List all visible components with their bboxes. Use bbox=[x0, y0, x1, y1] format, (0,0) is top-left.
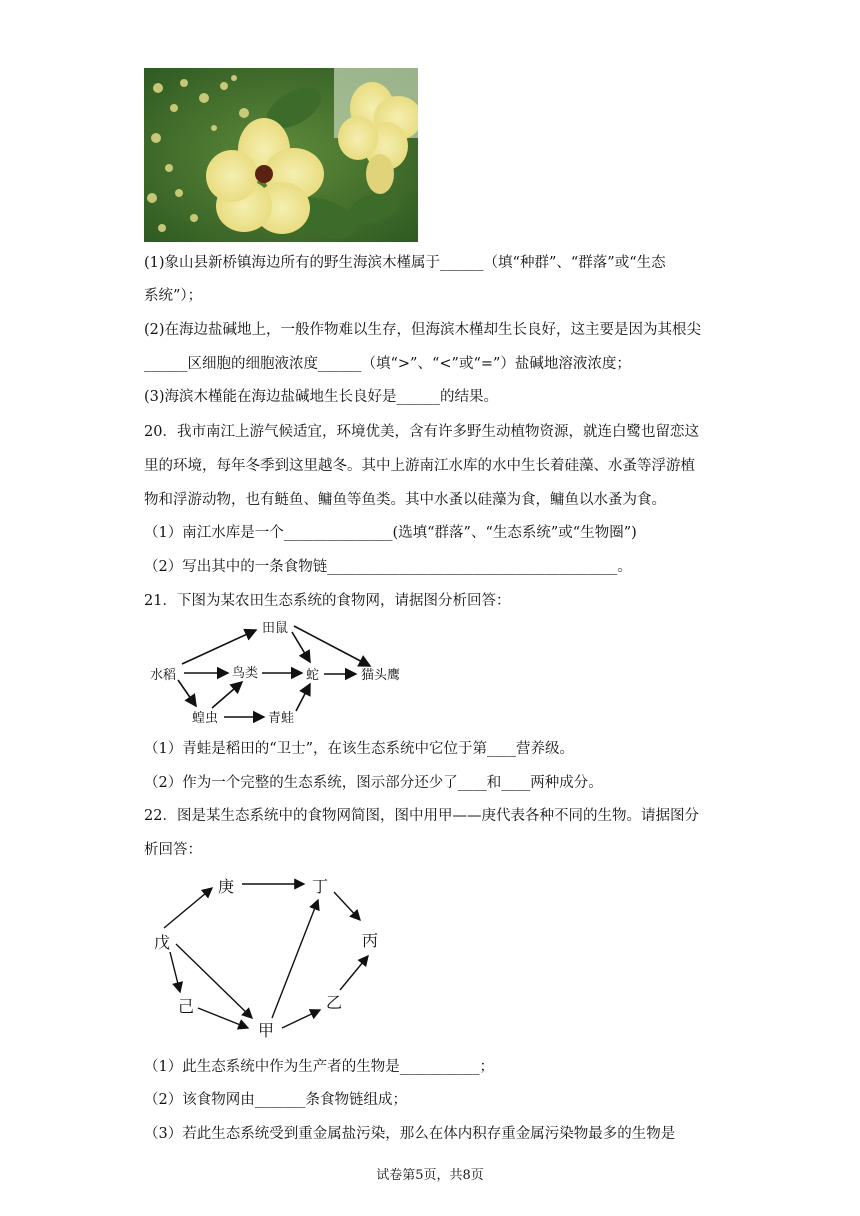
node-ding: 丁 bbox=[312, 877, 329, 896]
node-maotouying: 猫头鹰 bbox=[361, 668, 401, 683]
page-footer: 试卷第5页，共8页 bbox=[376, 1168, 484, 1183]
question-21-1: （1）青蛙是稻田的“卫士”，在该生态系统中它位于第____营养级。 bbox=[144, 741, 575, 757]
node-niaolei: 鸟类 bbox=[232, 666, 259, 681]
node-qingwa: 青蛙 bbox=[268, 711, 295, 726]
question-20-line1: 20．我市南江上游气候适宜，环境优美，含有许多野生动植物资源，就连白鹭也留恋这 bbox=[144, 424, 699, 440]
question-21-2: （2）作为一个完整的生态系统，图示部分还少了____和____两种成分。 bbox=[144, 775, 603, 791]
node-huangchong: 蝗虫 bbox=[192, 711, 219, 726]
question-22-line1: 22．图是某生态系统中的食物网简图，图中用甲——庚代表各种不同的生物。请据图分 bbox=[144, 808, 699, 824]
yellow-sea-hibiscus-flower-photo bbox=[144, 68, 418, 242]
ecosystem-food-web-diagram bbox=[144, 866, 394, 1038]
question-20-line3: 物和浮游动物，也有鲢鱼、鳙鱼等鱼类。其中水蚤以硅藻为食，鳙鱼以水蚤为食。 bbox=[144, 492, 666, 508]
question-22-2: （2）该食物网由_______条食物链组成； bbox=[144, 1092, 407, 1108]
question-22-line2: 析回答： bbox=[144, 842, 202, 858]
node-she: 蛇 bbox=[306, 668, 320, 683]
question-20-1: （1）南江水库是一个_______________(选填“群落”、“生态系统”或“生物圈”) bbox=[144, 525, 637, 541]
node-jia: 甲 bbox=[258, 1021, 275, 1038]
farmland-food-web-diagram bbox=[144, 616, 414, 728]
question-22-3: （3）若此生态系统受到重金属盐污染，那么在体内积存重金属污染物最多的生物是 bbox=[144, 1126, 676, 1142]
node-ji: 己 bbox=[178, 997, 195, 1016]
question-19-3: (3)海滨木槿能在海边盐碱地生长良好是______的结果。 bbox=[144, 389, 499, 405]
question-19-1-line2: 系统”）； bbox=[144, 288, 203, 304]
question-19-2-line2: ______区细胞的细胞液浓度______（填“>”、“<”或“=”）盐碱地溶液浓度； bbox=[144, 356, 631, 372]
node-geng: 庚 bbox=[218, 877, 235, 896]
question-22-1: （1）此生态系统中作为生产者的生物是___________； bbox=[144, 1059, 494, 1075]
node-yi: 乙 bbox=[326, 993, 343, 1012]
question-21-stem: 21．下图为某农田生态系统的食物网，请据图分析回答： bbox=[144, 593, 511, 609]
flower-photo bbox=[144, 68, 418, 242]
question-20-2: （2）写出其中的一条食物链________________________________________。 bbox=[144, 559, 632, 575]
node-tianshu: 田鼠 bbox=[262, 621, 289, 636]
question-19-1-line1: (1)象山县新桥镇海边所有的野生海滨木槿属于______（填“种群”、“群落”或“生态 bbox=[144, 255, 666, 271]
question-20-line2: 里的环境，每年冬季到这里越冬。其中上游南江水库的水中生长着硅藻、水蚤等浮游植 bbox=[144, 458, 695, 474]
node-wu: 戊 bbox=[154, 933, 171, 952]
node-shuidao: 水稻 bbox=[150, 668, 177, 683]
node-bing: 丙 bbox=[362, 931, 379, 950]
question-19-2-line1: (2)在海边盐碱地上，一般作物难以生存，但海滨木槿却生长良好，这主要是因为其根尖 bbox=[144, 322, 702, 338]
